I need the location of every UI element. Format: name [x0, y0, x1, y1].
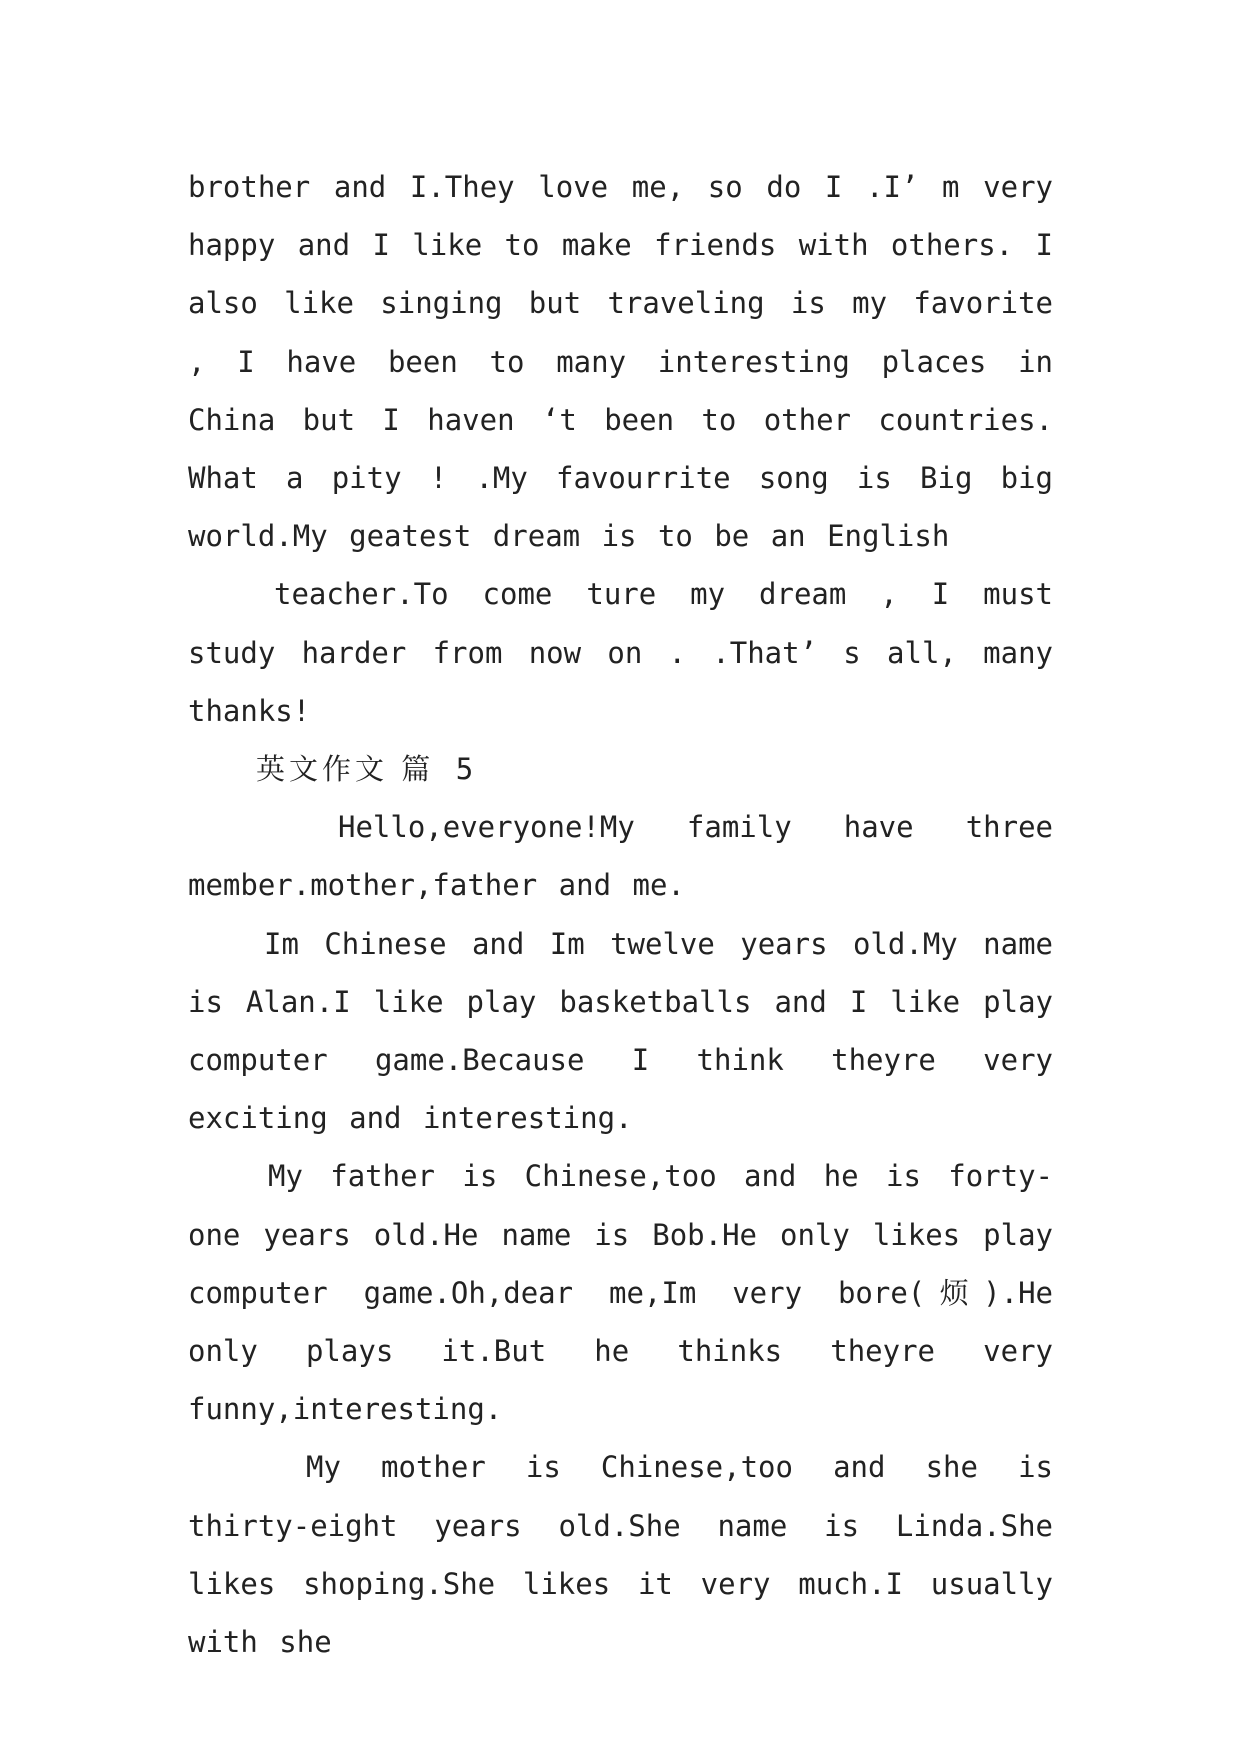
paragraph-dream: teacher.To come ture my dream , I must study harder from now on . .That’ s all, many thanks! [188, 577, 1053, 728]
document-body [188, 158, 1053, 1671]
paragraph-self-intro-end: brother and I.They love me, so do I .I’ m very happy and I like to make friends with others. I also like singing but traveling is my favorite , I have been to many interesting places in China but I haven ‘t been to other countries. What a pity ! .My favourrite song is Big big world.My geatest dream is to be an English [188, 170, 1053, 554]
section-heading-number: 篇 5 [401, 752, 478, 787]
paragraph-mother: My mother is Chinese,too and she is thirty-eight years old.She name is Linda.She likes shoping.She likes it very much.I usually with she [188, 1450, 1053, 1660]
section-heading-title: 英文作文 [256, 752, 389, 787]
paragraph-father: My father is Chinese,too and he is forty-one years old.He name is Bob.He only likes play computer game.Oh,dear me,Im very bore(烦).He only plays it.But he thinks theyre very funny,interesting. [188, 1159, 1053, 1427]
section-heading [188, 740, 1053, 798]
paragraph-about-me: Im Chinese and Im twelve years old.My name is Alan.I like play basketballs and I like play computer game.Because I think theyre very exciting and interesting. [188, 926, 1053, 1136]
paragraph-family-intro: Hello,everyone!My family have three member.mother,father and me. [188, 810, 1053, 903]
